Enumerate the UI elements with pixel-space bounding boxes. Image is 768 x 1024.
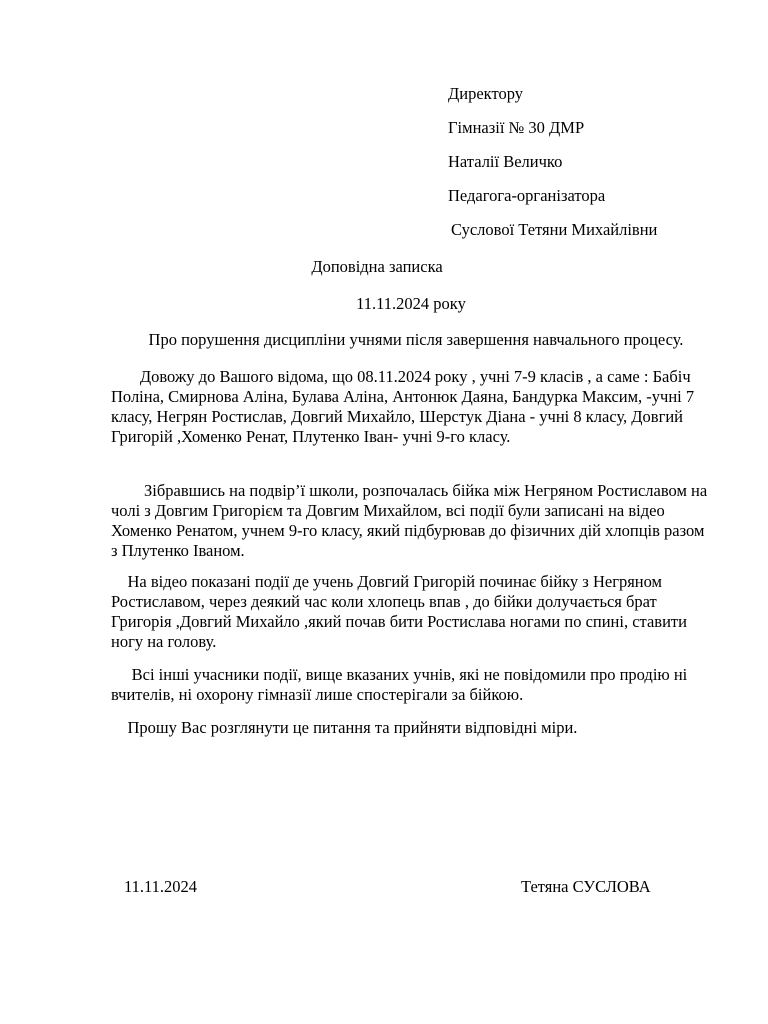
document-subject: Про порушення дисципліни учнями після завершення навчального процесу. <box>148 330 684 349</box>
sender-name: Суслової Тетяни Михайлівни <box>451 220 658 239</box>
footer-date: 11.11.2024 <box>124 877 198 896</box>
body-paragraph-3 <box>111 572 711 652</box>
paragraph-text: Прошу Вас розглянути це питання та прийняти відповідні міри. <box>111 718 578 737</box>
addressee-position: Директору <box>448 84 523 103</box>
sender-position: Педагога-організатора <box>448 186 606 205</box>
addressee-institution: Гімназії № 30 ДМР <box>448 118 585 137</box>
paragraph-text: На відео показані події де учень Довгий Григорій починає бійку з Негряном Ростиславом, через деякий час коли хлопець впав , до бійки долучається брат Григорія ,Довгий Михайло ,який почав бити Ростислава ногами по спині, ставити ногу на голову. <box>111 572 692 651</box>
addressee-block <box>448 84 748 254</box>
body-paragraph-2 <box>111 481 711 561</box>
signature-name: Тетяна СУСЛОВА <box>521 877 651 896</box>
paragraph-text: Довожу до Вашого відома, що 08.11.2024 року , учні 7-9 класів , а саме : Бабіч Поліна, Смирнова Аліна, Булава Аліна, Антонюк Даяна, Бандурка Максим, -учні 7 класу, Негрян Ростислав, Довгий Михайло, Шерстук Діана - учні 8 класу, Довгий Григорій ,Хоменко Ренат, Плутенко Іван- учні 9-го класу. <box>111 367 699 446</box>
document-title: Доповідна записка <box>311 257 443 276</box>
body-paragraph-5 <box>111 718 711 738</box>
addressee-name: Наталії Величко <box>448 152 563 171</box>
body-paragraph-1 <box>111 367 711 447</box>
paragraph-text: Зібравшись на подвір’ї школи, розпочалась бійка між Негряном Ростиславом на чолі з Довгим Григорієм та Довгим Михайлом, всі події були записані на відео Хоменко Ренатом, учнем 9-го класу, який підбурював до фізичних дій хлопців разом з Плутенко Іваном. <box>111 481 712 560</box>
body-paragraph-4 <box>111 665 711 705</box>
paragraph-text: Всі інші учасники події, вище вказаних учнів, які не повідомили про продію ні вчителів, ні охорону гімназії лише спостерігали за бійкою. <box>111 665 692 704</box>
document-date: 11.11.2024 року <box>356 294 466 313</box>
